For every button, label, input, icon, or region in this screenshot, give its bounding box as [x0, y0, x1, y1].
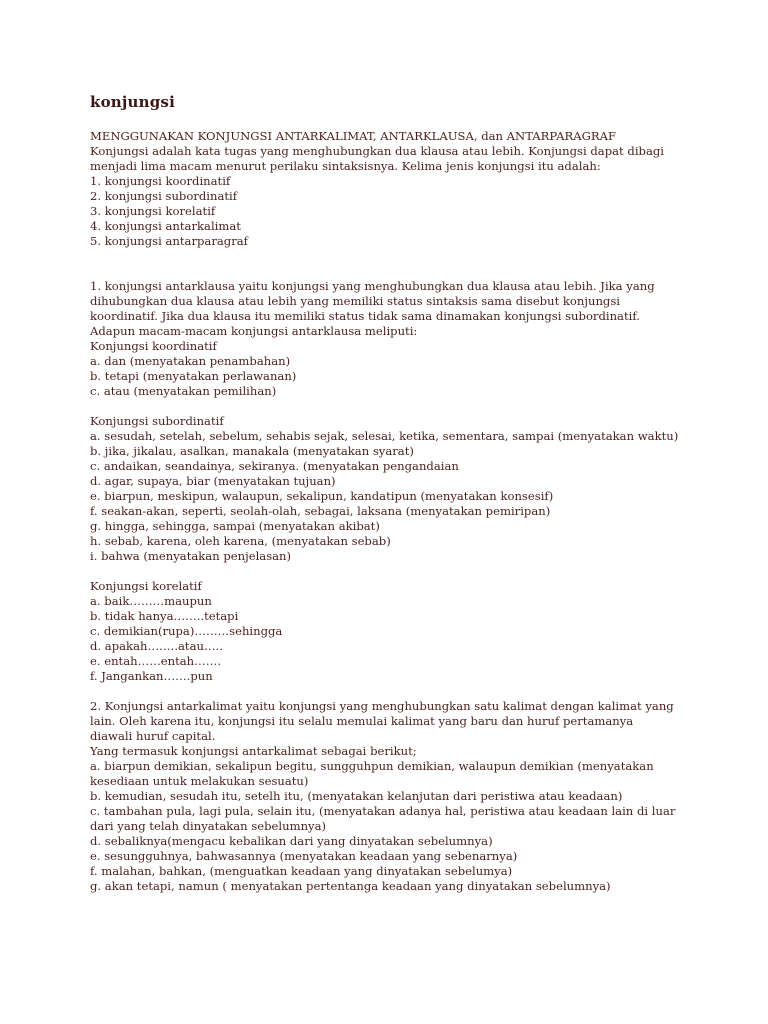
text-line: f. malahan, bahkan, (menguatkan keadaan yang dinyatakan sebelumya): [90, 864, 513, 878]
document-body: [90, 129, 690, 894]
document-title: konjungsi: [90, 93, 175, 111]
text-line: 4. konjungsi antarkalimat: [90, 219, 241, 233]
text-line: a. sesudah, setelah, sebelum, sehabis sejak, selesai, ketika, sementara, sampai (menyatakan waktu): [90, 429, 679, 443]
text-line: a. biarpun demikian, sekalipun begitu, sungguhpun demikian, walaupun demikian (menyatakan: [90, 759, 654, 773]
text-line: Konjungsi koordinatif: [90, 339, 217, 353]
text-line: c. tambahan pula, lagi pula, selain itu, (menyatakan adanya hal, peristiwa atau keadaan lain di luar: [90, 804, 676, 818]
text-line: e. entah……entah…….: [90, 654, 222, 668]
text-line: lain. Oleh karena itu, konjungsi itu selalu memulai kalimat yang baru dan huruf pertamanya: [90, 714, 634, 728]
text-line: g. akan tetapi, namun ( menyatakan pertentanga keadaan yang dinyatakan sebelumnya): [90, 879, 611, 893]
text-line: MENGGUNAKAN KONJUNGSI ANTARKALIMAT, ANTARKLAUSA, dan ANTARPARAGRAF: [90, 129, 617, 143]
text-line: c. atau (menyatakan pemilihan): [90, 384, 277, 398]
text-line: dari yang telah dinyatakan sebelumnya): [90, 819, 327, 833]
text-line: h. sebab, karena, oleh karena, (menyatakan sebab): [90, 534, 391, 548]
text-line: dihubungkan dua klausa atau lebih yang memiliki status sintaksis sama disebut konjungsi: [90, 294, 620, 308]
text-line: g. hingga, sehingga, sampai (menyatakan akibat): [90, 519, 380, 533]
text-line: kesediaan untuk melakukan sesuatu): [90, 774, 309, 788]
text-line: 2. Konjungsi antarkalimat yaitu konjungsi yang menghubungkan satu kalimat dengan kalimat yang: [90, 699, 674, 713]
text-line: d. sebaliknya(mengacu kebalikan dari yang dinyatakan sebelumnya): [90, 834, 493, 848]
text-line: 2. konjungsi subordinatif: [90, 189, 238, 203]
blank-line: [90, 249, 690, 264]
text-line: 1. konjungsi koordinatif: [90, 174, 231, 188]
text-line: d. apakah……..atau…..: [90, 639, 223, 653]
text-line: Konjungsi adalah kata tugas yang menghubungkan dua klausa atau lebih. Konjungsi dapat dibagi: [90, 144, 664, 158]
text-line: 1. konjungsi antarklausa yaitu konjungsi yang menghubungkan dua klausa atau lebih. Jika yang: [90, 279, 655, 293]
text-line: Yang termasuk konjungsi antarkalimat sebagai berikut;: [90, 744, 417, 758]
text-line: a. dan (menyatakan penambahan): [90, 354, 291, 368]
text-line: diawali huruf capital.: [90, 729, 216, 743]
text-line: i. bahwa (menyatakan penjelasan): [90, 549, 292, 563]
text-line: koordinatif. Jika dua klausa itu memiliki status tidak sama dinamakan konjungsi subordinatif.: [90, 309, 640, 323]
text-line: Konjungsi korelatif: [90, 579, 202, 593]
text-line: f. seakan-akan, seperti, seolah-olah, sebagai, laksana (menyatakan pemiripan): [90, 504, 551, 518]
text-line: 3. konjungsi korelatif: [90, 204, 216, 218]
blank-line: [90, 684, 690, 699]
blank-line: [90, 264, 690, 279]
blank-line: [90, 564, 690, 579]
text-line: b. tidak hanya……..tetapi: [90, 609, 239, 623]
text-line: e. sesungguhnya, bahwasannya (menyatakan keadaan yang sebenarnya): [90, 849, 518, 863]
text-line: f. Jangankan…….pun: [90, 669, 213, 683]
text-line: c. andaikan, seandainya, sekiranya. (menyatakan pengandaian: [90, 459, 459, 473]
text-line: 5. konjungsi antarparagraf: [90, 234, 248, 248]
text-line: Adapun macam-macam konjungsi antarklausa meliputi:: [90, 324, 418, 338]
text-line: b. kemudian, sesudah itu, setelh itu, (menyatakan kelanjutan dari peristiwa atau keadaan): [90, 789, 623, 803]
text-line: Konjungsi subordinatif: [90, 414, 224, 428]
text-line: b. tetapi (menyatakan perlawanan): [90, 369, 297, 383]
blank-line: [90, 399, 690, 414]
text-line: b. jika, jikalau, asalkan, manakala (menyatakan syarat): [90, 444, 414, 458]
text-line: c. demikian(rupa)………sehingga: [90, 624, 283, 638]
text-line: e. biarpun, meskipun, walaupun, sekalipun, kandatipun (menyatakan konsesif): [90, 489, 554, 503]
text-line: menjadi lima macam menurut perilaku sintaksisnya. Kelima jenis konjungsi itu adalah:: [90, 159, 601, 173]
text-line: d. agar, supaya, biar (menyatakan tujuan): [90, 474, 336, 488]
text-line: a. baik………maupun: [90, 594, 212, 608]
